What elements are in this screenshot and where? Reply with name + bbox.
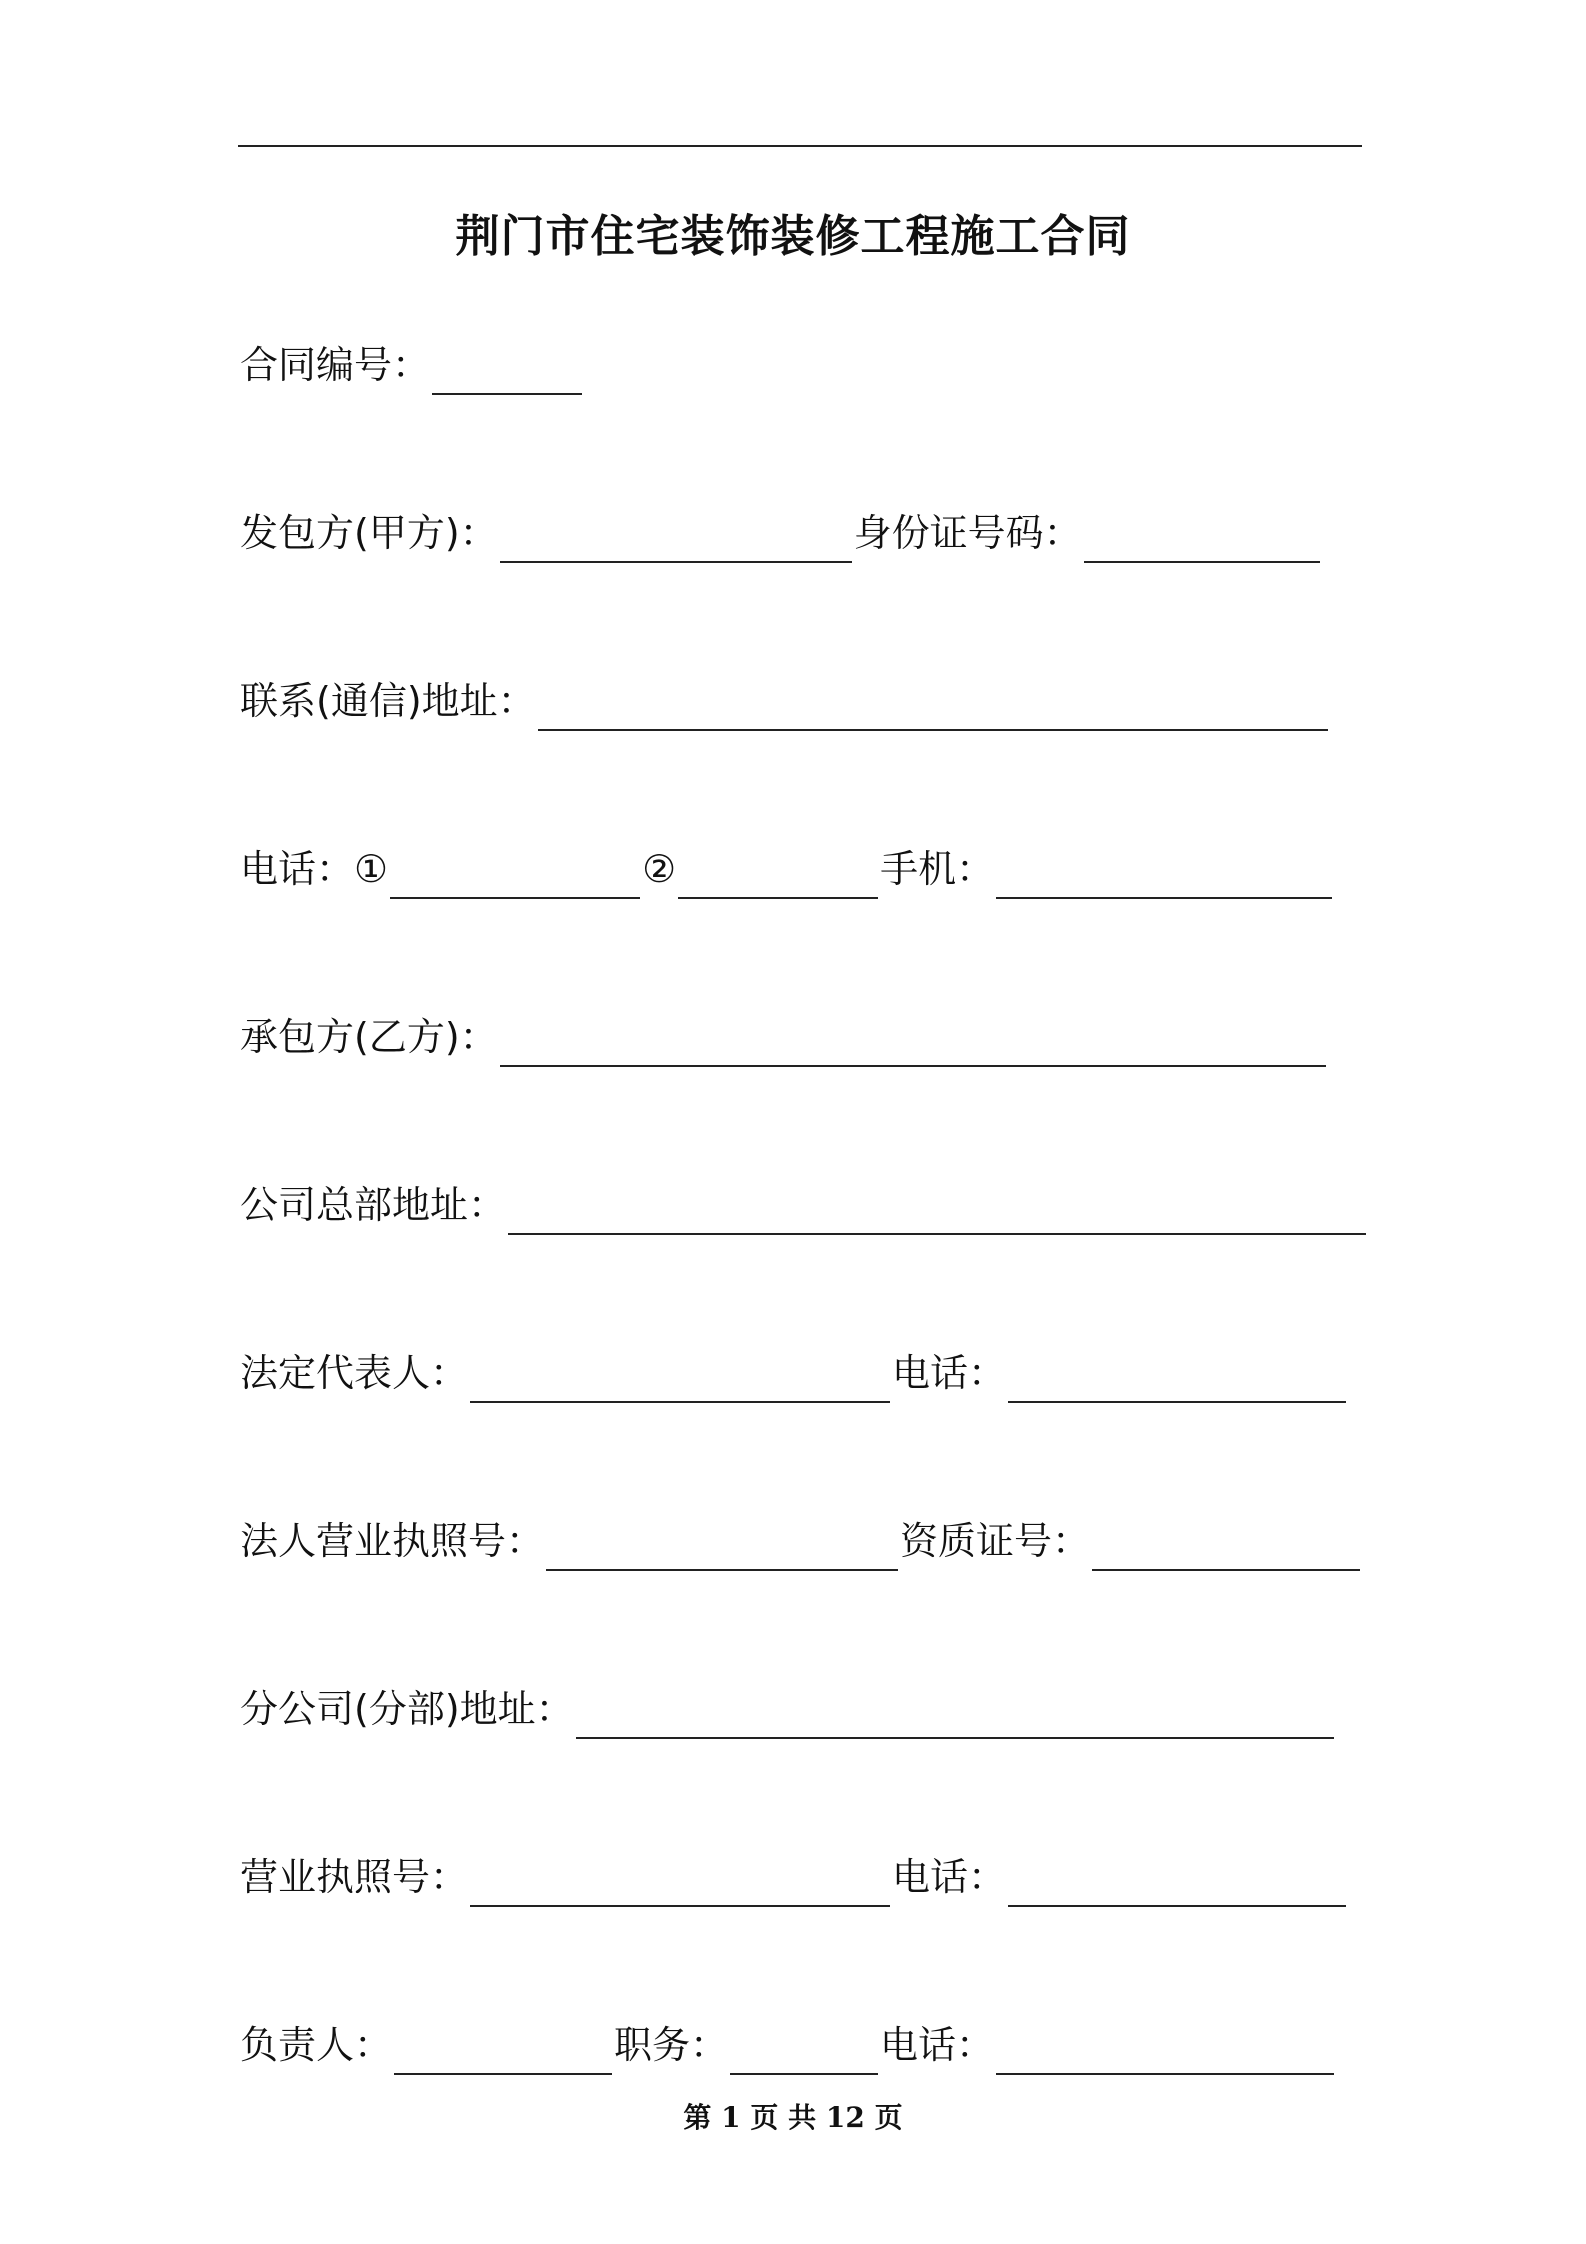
license-blank[interactable] <box>546 1525 898 1571</box>
hq-address-blank[interactable] <box>508 1189 1366 1235</box>
party-a-row <box>240 503 1322 563</box>
address-row <box>240 671 1330 731</box>
hq-address-label: 公司总部地址： <box>240 1183 507 1227</box>
party-a-blank[interactable] <box>500 517 852 563</box>
qualification-label: 资质证号： <box>900 1519 1091 1563</box>
manager-phone-label: 电话： <box>880 2023 995 2067</box>
id-number-label: 身份证号码： <box>853 511 1082 555</box>
id-number-blank[interactable] <box>1084 517 1320 563</box>
legal-rep-phone-blank[interactable] <box>1008 1357 1346 1403</box>
legal-rep-row <box>240 1343 1348 1403</box>
manager-label: 负责人： <box>240 2023 393 2067</box>
address-blank[interactable] <box>538 685 1328 731</box>
branch-phone-blank[interactable] <box>1008 1861 1346 1907</box>
contract-number-label: 合同编号： <box>240 343 431 387</box>
license-label: 法人营业执照号： <box>240 1519 545 1563</box>
manager-row <box>240 2015 1336 2075</box>
hq-address-row <box>240 1175 1368 1235</box>
mobile-label: 手机： <box>880 847 995 891</box>
legal-rep-label: 法定代表人： <box>240 1351 469 1395</box>
branch-license-blank[interactable] <box>470 1861 890 1907</box>
phone-label: 电话：① <box>240 847 389 891</box>
party-b-label: 承包方(乙方)： <box>240 1015 498 1059</box>
party-b-blank[interactable] <box>500 1021 1326 1067</box>
phone2-label: ② <box>642 847 677 891</box>
position-label: 职务： <box>614 2023 729 2067</box>
branch-phone-label: 电话： <box>892 1855 1007 1899</box>
document-title: 荆门市住宅装饰装修工程施工合同 <box>455 211 1131 262</box>
contract-number-row <box>240 335 584 395</box>
header-rule <box>238 145 1362 147</box>
contract-number-blank[interactable] <box>432 349 582 395</box>
phone1-blank[interactable] <box>390 853 640 899</box>
position-blank[interactable] <box>730 2029 878 2075</box>
branch-address-row <box>240 1679 1336 1739</box>
page-footer: 第 1 页 共 12 页 <box>683 2101 903 2134</box>
license-row <box>240 1511 1362 1571</box>
branch-license-label: 营业执照号： <box>240 1855 469 1899</box>
manager-phone-blank[interactable] <box>996 2029 1334 2075</box>
legal-rep-phone-label: 电话： <box>892 1351 1007 1395</box>
mobile-blank[interactable] <box>996 853 1332 899</box>
branch-address-blank[interactable] <box>576 1693 1334 1739</box>
phone-row <box>240 839 1334 899</box>
party-a-label: 发包方(甲方)： <box>240 511 498 555</box>
phone2-blank[interactable] <box>678 853 878 899</box>
qualification-blank[interactable] <box>1092 1525 1360 1571</box>
address-label: 联系(通信)地址： <box>240 679 536 723</box>
manager-blank[interactable] <box>394 2029 612 2075</box>
party-b-row <box>240 1007 1328 1067</box>
branch-address-label: 分公司(分部)地址： <box>240 1687 574 1731</box>
legal-rep-blank[interactable] <box>470 1357 890 1403</box>
branch-license-row <box>240 1847 1348 1907</box>
